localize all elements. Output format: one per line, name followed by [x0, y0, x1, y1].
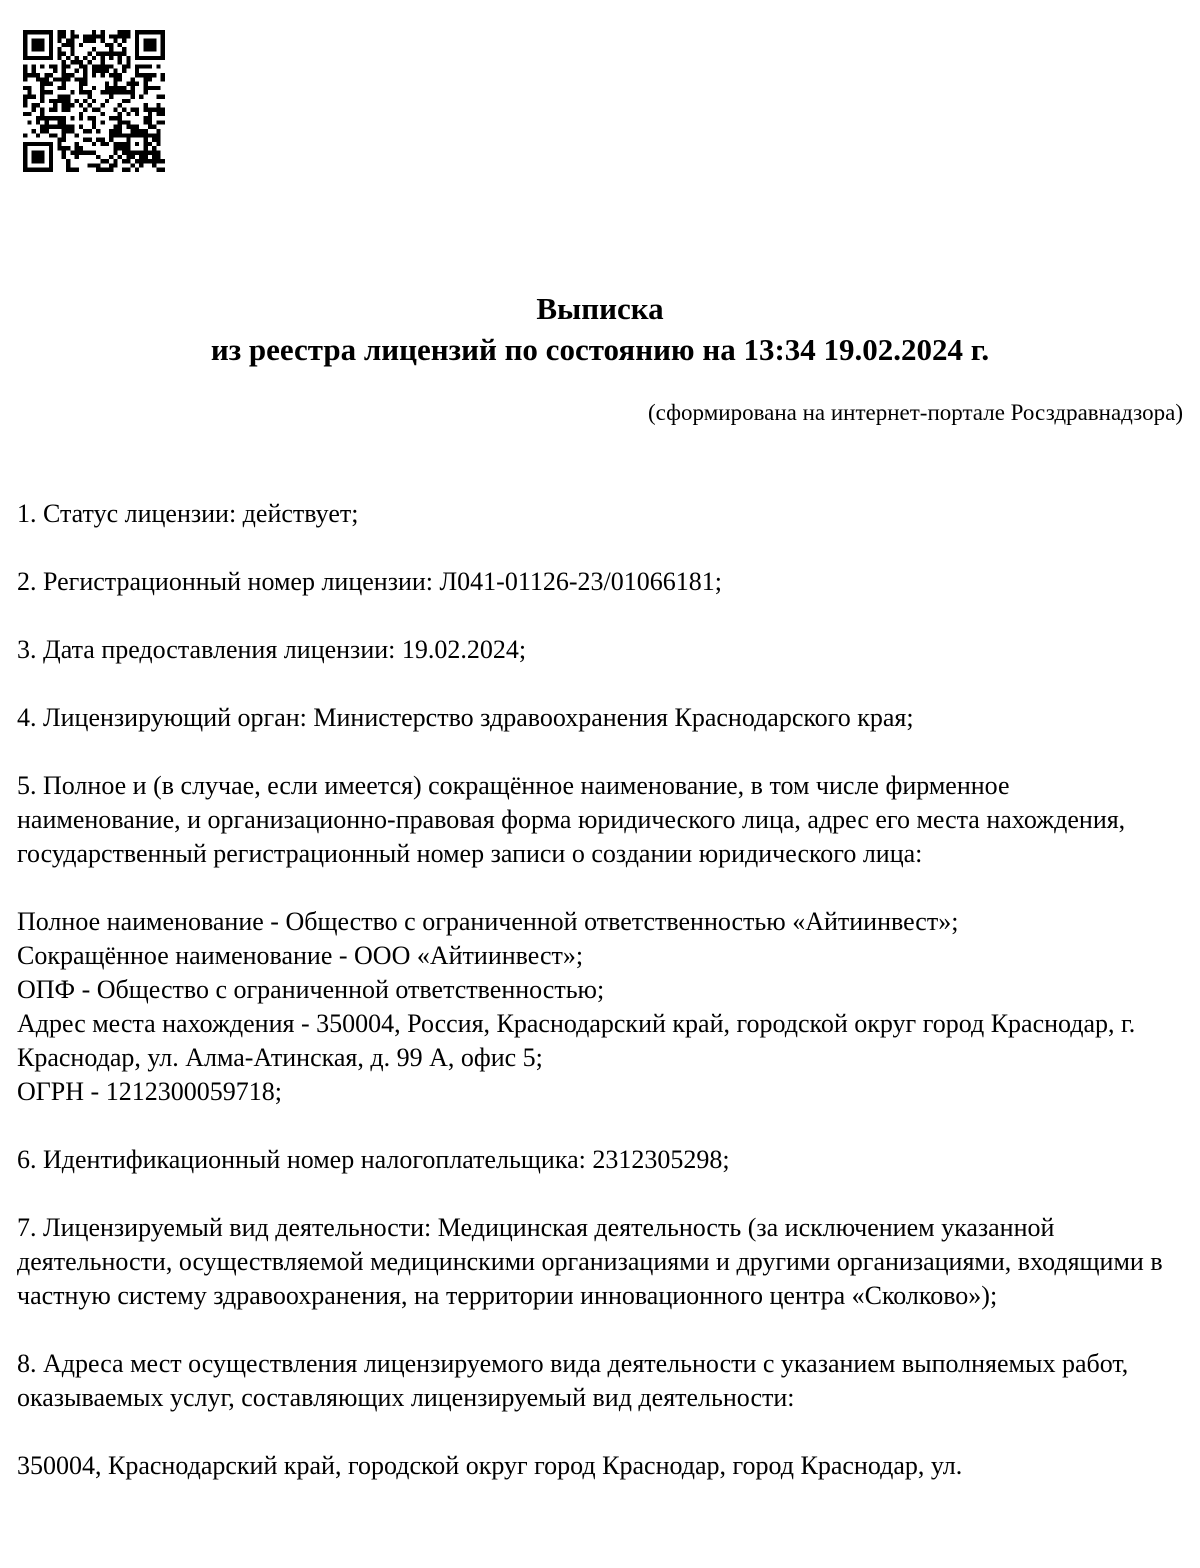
activity-addresses-intro: 8. Адреса мест осуществления лицензируемого вида деятельности с указанием выполняемых работ, оказываемых услуг, составляющих лицензируемый вид деятельности: — [17, 1349, 1129, 1412]
org-address: Адрес места нахождения - 350004, Россия, Краснодарский край, городской округ город Краснодар, г. Краснодар, ул. Алма-Атинская, д. 99 А, офис 5; — [17, 1009, 1136, 1072]
license-grant-date: 3. Дата предоставления лицензии: 19.02.2024; — [17, 635, 527, 664]
org-short-name: Сокращённое наименование - ООО «Айтиинвест»; — [17, 941, 584, 970]
license-reg-number: 2. Регистрационный номер лицензии: Л041-01126-23/01066181; — [17, 567, 722, 596]
org-section-intro: 5. Полное и (в случае, если имеется) сокращённое наименование, в том числе фирменное наименование, и организационно-правовая форма юридического лица, адрес его места нахождения, государственный регистрационный номер записи о создании юридического лица: — [17, 771, 1126, 868]
taxpayer-inn: 6. Идентификационный номер налогоплательщика: 2312305298; — [17, 1145, 730, 1174]
document-title — [0, 0, 1200, 370]
org-full-name: Полное наименование - Общество с ограниченной ответственностью «Айтиинвест»; — [17, 907, 959, 936]
qr-code — [23, 30, 165, 172]
org-opf: ОПФ - Общество с ограниченной ответственностью; — [17, 975, 605, 1004]
activity-address: 350004, Краснодарский край, городской округ город Краснодар, город Краснодар, ул. — [17, 1451, 963, 1480]
org-details — [17, 905, 1170, 1109]
licensed-activity: 7. Лицензируемый вид деятельности: Медицинская деятельность (за исключением указанной деятельности, осуществляемой медицинскими организациями и другими организациями, входящими в частную систему здравоохранения, на территории инновационного центра «Сколково»); — [17, 1213, 1163, 1310]
title-line-2: из реестра лицензий по состоянию на 13:34 19.02.2024 г. — [210, 332, 990, 367]
formation-note: (сформирована на интернет-портале Росздравнадзора) — [648, 400, 1183, 425]
license-status: 1. Статус лицензии: действует; — [17, 499, 359, 528]
licensing-authority: 4. Лицензирующий орган: Министерство здравоохранения Краснодарского края; — [17, 703, 914, 732]
title-line-1: Выписка — [536, 291, 664, 326]
document-body — [0, 497, 1200, 1483]
org-ogrn: ОГРН - 1212300059718; — [17, 1077, 282, 1106]
